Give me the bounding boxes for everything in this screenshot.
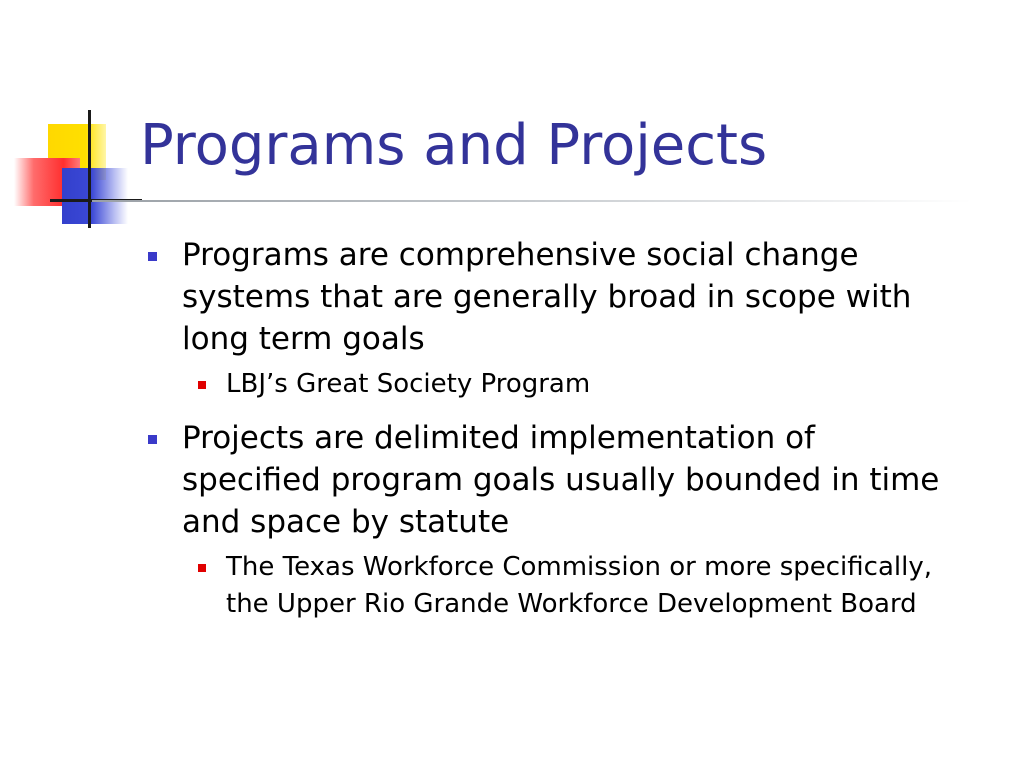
sub-bullet-item	[226, 549, 960, 623]
decorative-logo	[0, 0, 140, 240]
bullet-item	[140, 234, 960, 360]
sub-bullet-text: LBJ’s Great Society Program	[226, 369, 591, 399]
logo-blue-square	[62, 168, 128, 224]
square-bullet-icon	[198, 564, 206, 572]
logo-vertical-line	[88, 110, 91, 228]
sub-bullet-text: The Texas Workforce Commission or more specifically, the Upper Rio Grande Workforce Development Board	[226, 552, 932, 619]
bullet-item	[140, 417, 960, 543]
square-bullet-icon	[148, 435, 157, 444]
sub-bullet-item	[226, 366, 960, 403]
bullet-text: Programs are comprehensive social change systems that are generally broad in scope with long term goals	[182, 237, 912, 357]
slide-title: Programs and Projects	[140, 113, 768, 178]
square-bullet-icon	[148, 252, 157, 261]
title-underline	[92, 200, 972, 202]
slide-content	[140, 234, 960, 637]
bullet-text: Projects are delimited implementation of specified program goals usually bounded in time and space by statute	[182, 420, 940, 540]
square-bullet-icon	[198, 381, 206, 389]
